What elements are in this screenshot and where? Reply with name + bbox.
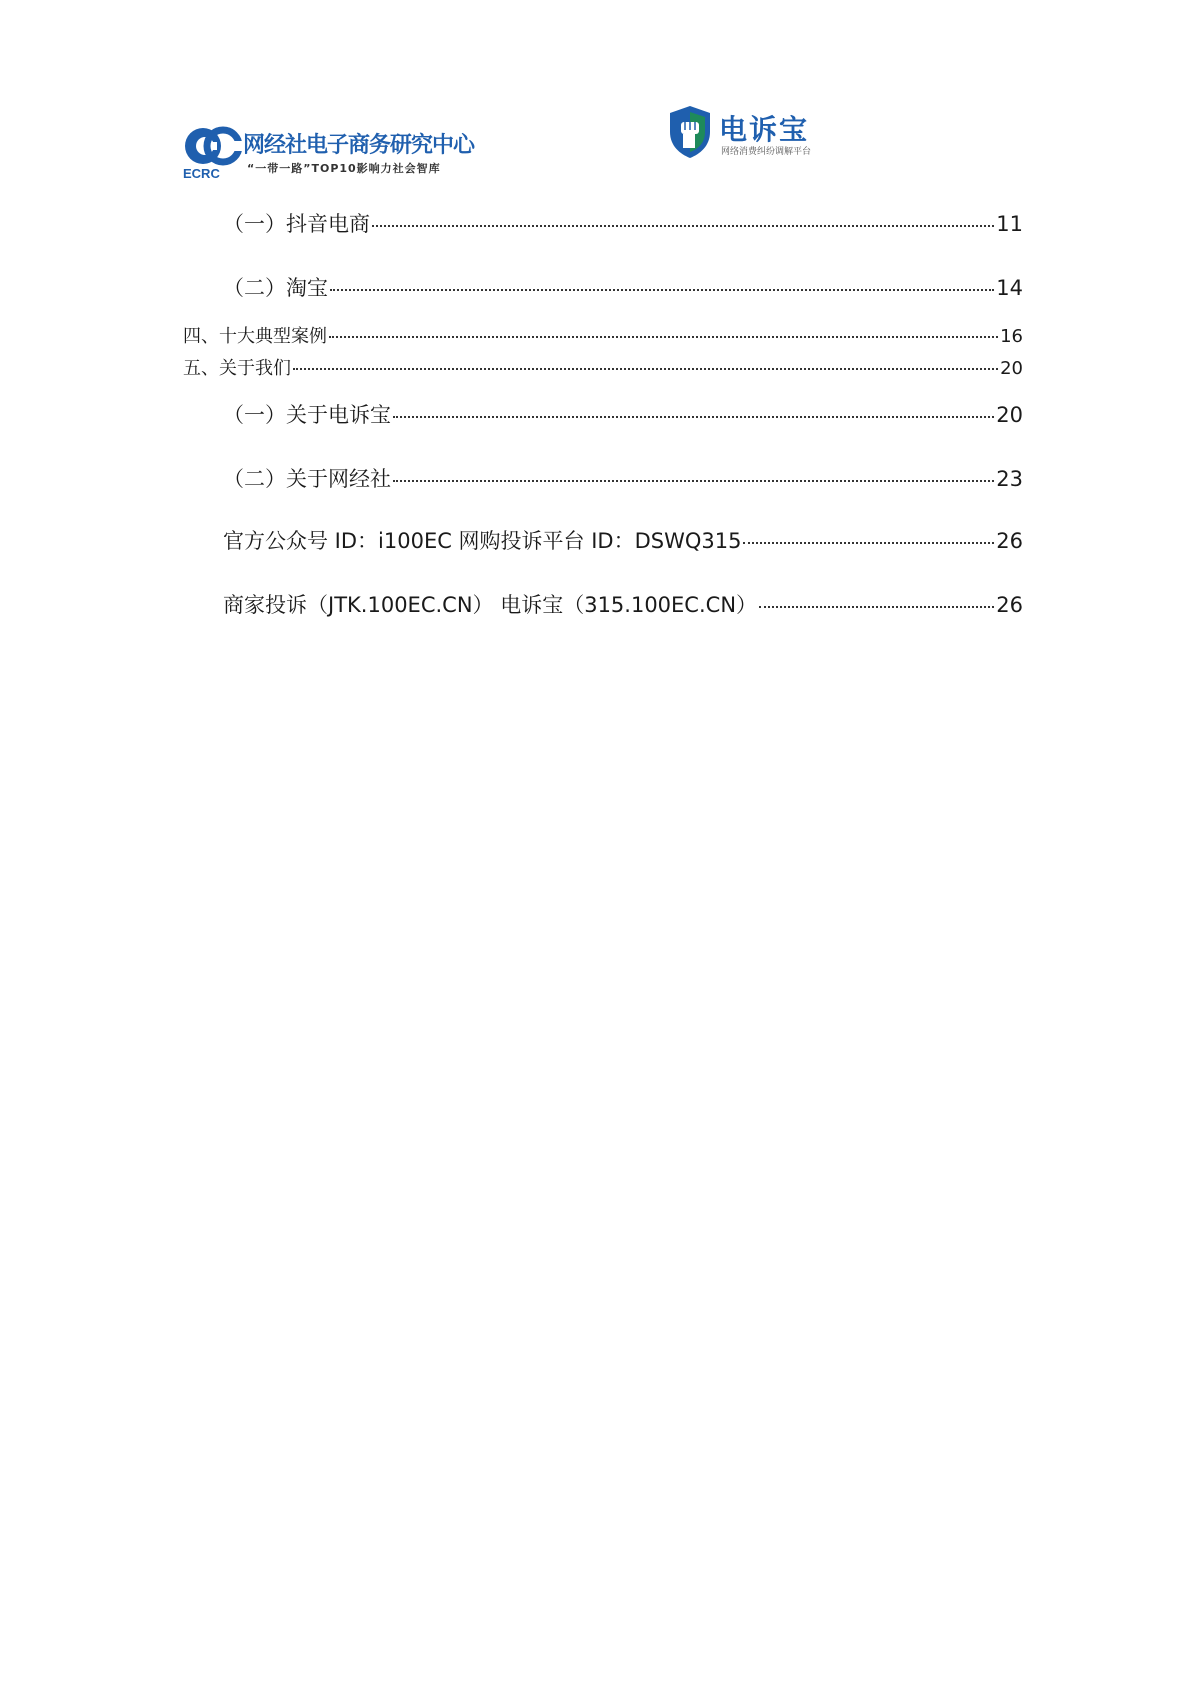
ecrc-logo — [181, 124, 501, 180]
toc-entry-title: （二）淘宝 — [223, 276, 328, 300]
toc-entry[interactable] — [223, 272, 1023, 302]
toc-entry-title: （一）抖音电商 — [223, 212, 370, 236]
toc-leader — [372, 225, 994, 227]
toc-leader — [393, 480, 994, 482]
toc-entry[interactable] — [223, 589, 1023, 619]
toc-leader — [293, 368, 998, 370]
toc-entry-title: 官方公众号 ID：i100EC 网购投诉平台 ID：DSWQ315 — [223, 529, 742, 553]
toc-entry-title: 五、关于我们 — [183, 358, 291, 379]
toc-entry-title: （二）关于网经社 — [223, 467, 391, 491]
toc-entry[interactable] — [183, 354, 1023, 380]
toc-entry-title: 商家投诉（JTK.100EC.CN） 电诉宝（315.100EC.CN） — [223, 593, 758, 617]
toc-leader — [759, 606, 994, 608]
toc-leader — [330, 289, 994, 291]
dsb-title: 电诉宝 — [719, 113, 810, 146]
ecrc-title: 网经社电子商务研究中心 — [243, 133, 475, 158]
toc-leader — [393, 416, 994, 418]
ecrc-logo-icon — [181, 124, 243, 180]
dsb-subtitle: 网络消费纠纷调解平台 — [721, 147, 812, 157]
ecrc-logo-text: ECRC — [183, 166, 220, 180]
toc-entry-title: 四、十大典型案例 — [183, 326, 327, 347]
toc-entry-page: 23 — [996, 467, 1023, 491]
toc-entry-page: 16 — [1000, 326, 1023, 347]
toc-entry-title: （一）关于电诉宝 — [223, 403, 391, 427]
dsb-logo — [667, 104, 837, 164]
toc-entry[interactable] — [183, 322, 1023, 348]
toc-entry[interactable] — [223, 525, 1023, 555]
toc-entry[interactable] — [223, 399, 1023, 429]
toc-entry-page: 26 — [996, 593, 1023, 617]
toc-entry[interactable] — [223, 463, 1023, 493]
toc-entry[interactable] — [223, 208, 1023, 238]
toc-entry-page: 20 — [1000, 358, 1023, 379]
ecrc-slogan: “一带一路”TOP10影响力社会智库 — [247, 162, 441, 175]
toc-leader — [743, 542, 994, 544]
toc-leader — [329, 336, 998, 338]
toc-entry-page: 14 — [996, 276, 1023, 300]
toc-entry-page: 11 — [996, 212, 1023, 236]
toc-entry-page: 26 — [996, 529, 1023, 553]
shield-fist-icon — [667, 104, 713, 160]
toc-entry-page: 20 — [996, 403, 1023, 427]
